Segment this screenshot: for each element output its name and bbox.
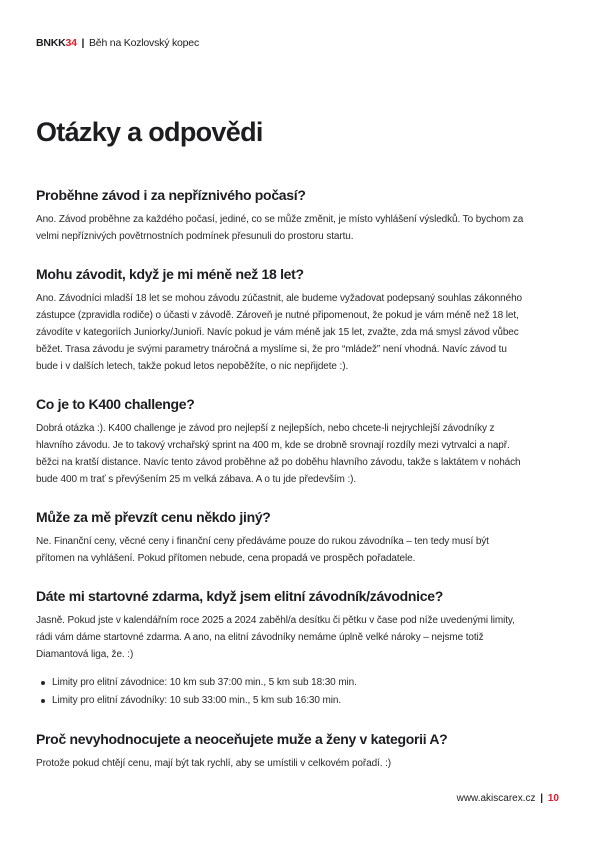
faq-item-k400 — [36, 394, 526, 488]
footer-url: www.akiscarex.cz — [456, 793, 536, 804]
faq-answer: Protože pokud chtějí cenu, mají být tak rychlí, aby se umístili v celkovém pořadí. :) — [36, 758, 391, 769]
faq-question: Proč nevyhodnocujete a neoceňujete muže a ženy v kategorii A? — [36, 731, 448, 747]
faq-question: Mohu závodit, když je mi méně než 18 let? — [36, 266, 304, 282]
faq-item-elite-entry — [36, 586, 526, 710]
faq-question: Může za mě převzít cenu někdo jiný? — [36, 509, 271, 525]
elite-limits-list — [36, 674, 526, 710]
faq-item-prize-pickup — [36, 507, 526, 567]
faq-question: Dáte mi startovné zdarma, když jsem elitní závodník/závodnice? — [36, 588, 443, 604]
list-item: Limity pro elitní závodníky: 10 sub 33:00 min., 5 km sub 16:30 min. — [52, 692, 526, 710]
faq-question: Co je to K400 challenge? — [36, 396, 195, 412]
page-title: Otázky a odpovědi — [36, 117, 263, 147]
faq-answer: Dobrá otázka :). K400 challenge je závod pro nejlepší z nejlepších, nebo chcete-li nejrychlejší závodníky z hlavního závodu. Je to takový vrchařský sprint na 400 m, kde se drobně srovnají rozdíly mezi vytrvalci a např. běžci na kratší distance. Navíc tento závod proběhne až po doběhu hlavního závodu, takže s laktátem v nohách bude 400 m trať s převýšením 25 m velká zábava. A o tu jde především :). — [36, 423, 521, 485]
brand-name: BNKK — [36, 37, 66, 49]
faq-answer: Jasně. Pokud jste v kalendářním roce 2025 a 2024 zaběhl/a desítku či pětku v čase pod níže uvedenými limity, rádi vám dáme startovné zdarma. A ano, na elitní závodníky nemáme úplně velké nároky – nejsme totiž Diamantová liga, že. :) — [36, 615, 515, 660]
running-header — [36, 37, 199, 49]
brand-number: 34 — [65, 37, 77, 49]
header-separator: | — [81, 37, 85, 49]
faq-item-weather — [36, 185, 526, 245]
faq-question: Proběhne závod i za nepříznivého počasí? — [36, 187, 306, 203]
footer-separator: | — [540, 793, 544, 804]
page-number: 10 — [547, 793, 559, 804]
faq-answer: Ne. Finanční ceny, věcné ceny i finanční ceny předáváme pouze do rukou závodníka – ten tedy musí být přítomen na vyhlášení. Pokud přítomen nebude, cena propadá ve prospěch pořadatele. — [36, 536, 489, 564]
faq-item-category-a — [36, 729, 526, 772]
list-item: Limity pro elitní závodnice: 10 km sub 37:00 min., 5 km sub 18:30 min. — [52, 674, 526, 692]
header-subtitle: Běh na Kozlovský kopec — [89, 37, 199, 49]
faq-answer: Ano. Závodníci mladší 18 let se mohou závodu zúčastnit, ale budeme vyžadovat podepsaný souhlas zákonného zástupce (zpravidla rodiče) o účasti v závodě. Zároveň je nutné připomenout, že pokud je vám méně než 18 let, závodíte v kategoriích Juniorky/Junioři. Navíc pokud je vám méně jak 15 let, zvažte, zda má smysl závod vůbec běžet. Trasa závodu je svými parametry tnáročná a myslíme si, že pro “mládež” není vhodná. Navíc závod tu bude i v dalších letech, takže pokud letos nepoběžíte, o nic nepřijdete :). — [36, 293, 523, 372]
running-footer — [457, 793, 559, 804]
faq-item-under-18 — [36, 264, 526, 375]
faq-list — [36, 185, 526, 791]
faq-answer: Ano. Závod proběhne za každého počasí, jediné, co se může změnit, je místo vyhlášení výsledků. To bychom za velmi nepříznivých povětrnostních podmínek přesunuli do prostoru startu. — [36, 214, 524, 242]
